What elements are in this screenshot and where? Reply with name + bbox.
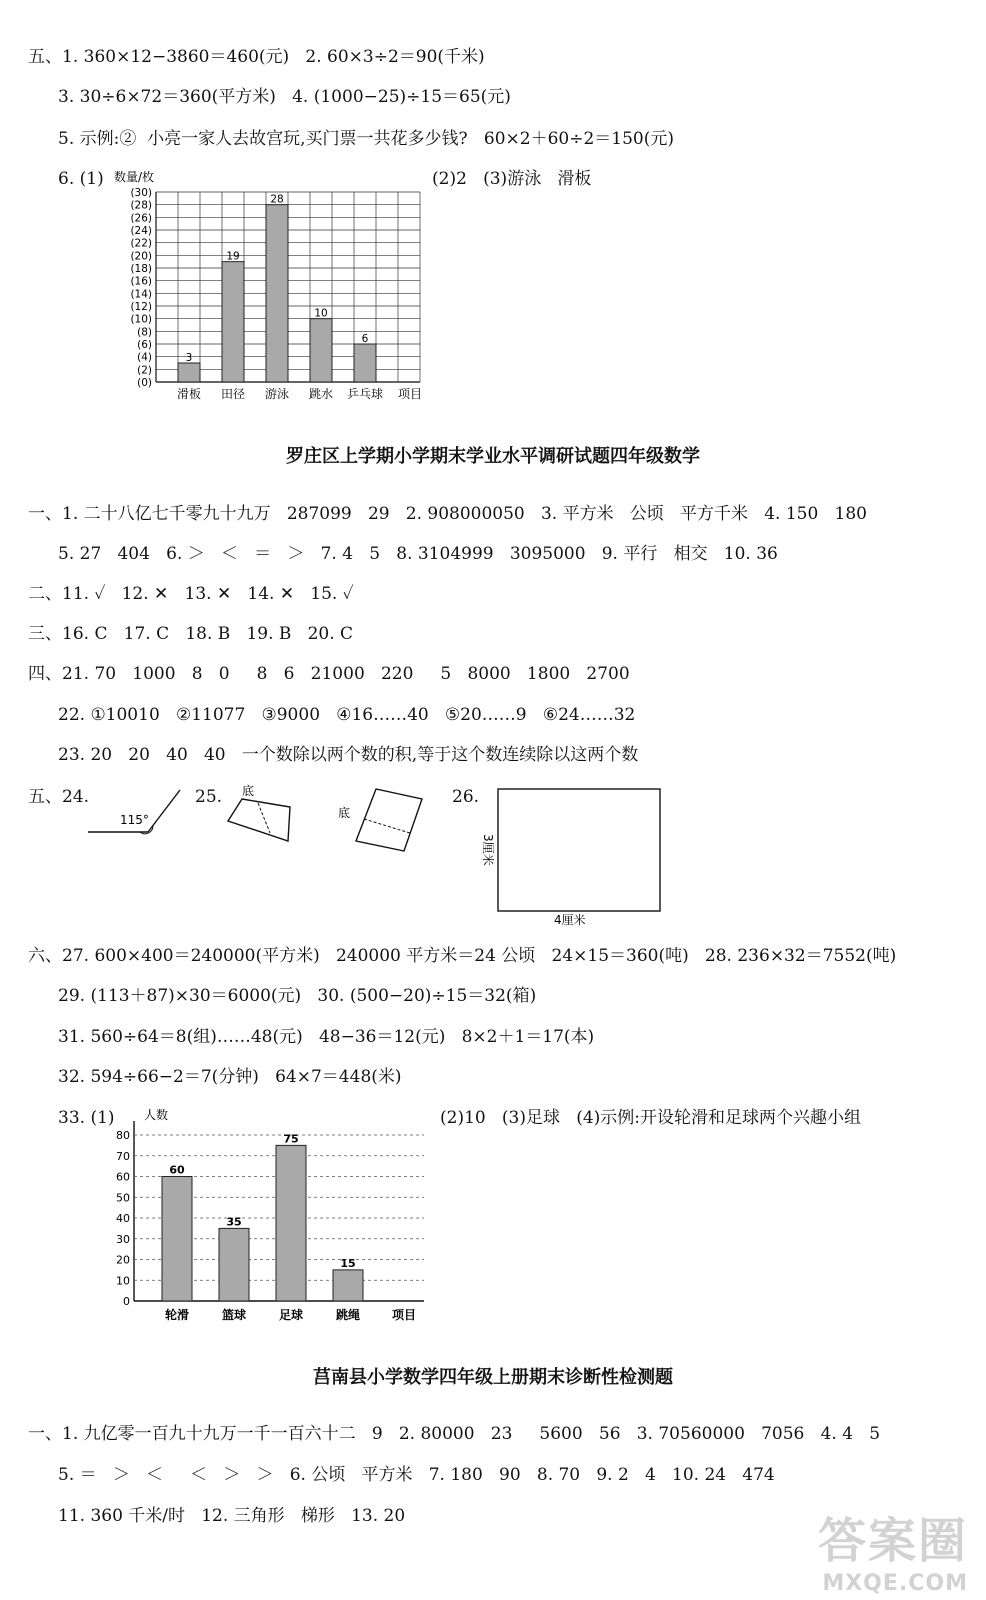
answer-line: 22. ①10010 ②11077 ③9000 ④16……40 ⑤20……9 ⑥24……32 — [58, 705, 636, 725]
trapezoid-figure — [222, 783, 302, 853]
y-tick-label: 10 — [116, 1274, 130, 1288]
answer-line: (2)10 (3)足球 (4)示例:开设轮滑和足球两个兴趣小组 — [440, 1108, 862, 1128]
parallelogram-figure — [336, 783, 426, 855]
section-title: 莒南县小学数学四年级上册期末诊断性检测题 — [313, 1367, 673, 1388]
x-axis-title: 项目 — [397, 387, 423, 401]
bar — [222, 262, 244, 382]
answer-line: 一、1. 二十八亿七千零九十九万 287099 29 2. 908000050 3. 平方米 公顷 平方千米 4. 150 180 — [28, 504, 867, 524]
x-tick-label: 篮球 — [221, 1308, 247, 1322]
y-tick-label: 20 — [116, 1253, 130, 1267]
angle-label: 115° — [120, 813, 149, 827]
bar — [219, 1228, 249, 1301]
width-label: 4厘米 — [554, 913, 586, 927]
answer-line: 3. 30÷6×72＝360(平方米) 4. (1000−25)÷15＝65(元) — [58, 87, 511, 107]
answer-line: 三、16. C 17. C 18. B 19. B 20. C — [28, 624, 354, 644]
bar-chart-sports-quantity — [98, 165, 438, 410]
bar — [178, 363, 200, 382]
answer-line: 29. (113＋87)×30＝6000(元) 30. (500−20)÷15＝32(箱) — [58, 986, 537, 1006]
bar-value-label: 3 — [185, 352, 193, 364]
bar — [162, 1177, 192, 1302]
answer-line: 23. 20 20 40 40 一个数除以两个数的积,等于这个数连续除以这两个数 — [58, 745, 639, 765]
x-tick-label: 跳绳 — [335, 1308, 361, 1322]
answer-line: 一、1. 九亿零一百九十九万一千一百六十二 9 2. 80000 23 5600 56 3. 70560000 7056 4. 4 5 — [28, 1424, 881, 1444]
y-tick-label: (18) — [130, 263, 152, 275]
answer-line: 31. 560÷64＝8(组)……48(元) 48−36＝12(元) 8×2＋1＝17(本) — [58, 1027, 595, 1047]
y-tick-label: (4) — [137, 351, 152, 364]
x-tick-label: 游泳 — [264, 387, 290, 401]
answer-line: 5. 27 404 6. ＞ ＜ ＝ ＞ 7. 4 5 8. 3104999 3095000 9. 平行 相交 10. 36 — [58, 544, 778, 564]
x-tick-label: 跳水 — [308, 387, 334, 401]
answer-line: 二、11. ✓ 12. ✕ 13. ✕ 14. ✕ 15. ✓ — [28, 584, 354, 604]
y-tick-label: (16) — [130, 275, 152, 288]
bar — [276, 1145, 306, 1301]
question-label: 25. — [195, 787, 223, 807]
answer-line: (2)2 (3)游泳 滑板 — [432, 169, 592, 189]
answer-line: 11. 360 千米/时 12. 三角形 梯形 13. 20 — [58, 1506, 406, 1526]
x-tick-label: 轮滑 — [164, 1308, 190, 1322]
y-tick-label: (28) — [130, 199, 152, 212]
x-tick-label: 足球 — [278, 1308, 304, 1322]
bar-value-label: 19 — [226, 250, 240, 263]
question-label: 6. (1) — [58, 169, 104, 189]
y-tick-label: 60 — [116, 1170, 130, 1184]
answer-line: 六、27. 600×400＝240000(平方米) 240000 平方米＝24 公顷 24×15＝360(吨) 28. 236×32＝7552(吨) — [28, 946, 897, 966]
y-tick-label: (8) — [137, 326, 152, 339]
bar-value-label: 35 — [226, 1215, 242, 1229]
y-tick-label: 40 — [116, 1212, 130, 1225]
y-tick-label: (12) — [130, 301, 152, 313]
bar-chart-interest-groups — [100, 1105, 440, 1330]
x-axis-title: 项目 — [391, 1308, 417, 1322]
bar-value-label: 15 — [340, 1256, 356, 1270]
bar — [333, 1270, 363, 1301]
y-tick-label: 70 — [116, 1149, 130, 1163]
x-tick-label: 田径 — [220, 387, 246, 401]
x-tick-label: 乒乓球 — [346, 387, 384, 401]
question-label: 33. (1) — [58, 1108, 115, 1128]
rectangle-figure — [476, 784, 666, 930]
height-label: 3厘米 — [481, 834, 495, 866]
y-axis-title: 人数 — [144, 1108, 169, 1122]
bar-value-label: 10 — [314, 307, 328, 320]
base-label: 底 — [338, 806, 351, 820]
section-title: 罗庄区上学期小学期末学业水平调研试题四年级数学 — [286, 446, 700, 467]
question-label: 26. — [452, 787, 480, 807]
question-label: 五、24. — [28, 787, 90, 807]
base-label: 底 — [242, 784, 255, 798]
watermark: 答案圈 MXQE.COM — [817, 1513, 968, 1596]
y-tick-label: (10) — [130, 313, 152, 326]
answer-line: 32. 594÷66−2＝7(分钟) 64×7＝448(米) — [58, 1067, 402, 1087]
y-tick-label: 50 — [116, 1191, 130, 1205]
y-tick-label: 80 — [116, 1129, 130, 1142]
bar-value-label: 6 — [361, 333, 369, 345]
answer-line: 五、1. 360×12−3860＝460(元) 2. 60×3÷2＝90(千米) — [28, 47, 485, 67]
y-tick-label: (0) — [137, 377, 152, 389]
y-tick-label: (14) — [130, 288, 152, 301]
bar-value-label: 28 — [270, 193, 284, 206]
y-axis-title: 数量/枚 — [114, 170, 155, 184]
answer-line: 5. ＝ ＞ ＜ ＜ ＞ ＞ 6. 公顷 平方米 7. 180 90 8. 70 9. 2 4 10. 24 474 — [58, 1465, 775, 1485]
y-tick-label: (24) — [130, 225, 152, 237]
y-tick-label: (22) — [130, 237, 152, 250]
answer-line: 四、21. 70 1000 8 0 8 6 21000 220 5 8000 1800 2700 — [28, 664, 630, 684]
y-tick-label: (30) — [130, 187, 152, 199]
bar-value-label: 75 — [283, 1132, 299, 1146]
y-tick-label: 30 — [116, 1232, 130, 1246]
bar — [354, 344, 376, 382]
y-tick-label: 0 — [123, 1295, 130, 1308]
y-tick-label: (6) — [137, 339, 152, 351]
bar — [310, 319, 332, 382]
y-tick-label: (20) — [130, 250, 152, 263]
y-tick-label: (26) — [130, 212, 152, 225]
y-tick-label: (2) — [137, 364, 152, 377]
bar — [266, 205, 288, 382]
bar-value-label: 60 — [169, 1163, 185, 1177]
answer-line: 5. 示例:② 小亮一家人去故宫玩,买门票一共花多少钱? 60×2＋60÷2＝150(元) — [58, 129, 674, 149]
x-tick-label: 滑板 — [176, 387, 202, 401]
angle-figure — [84, 786, 194, 840]
